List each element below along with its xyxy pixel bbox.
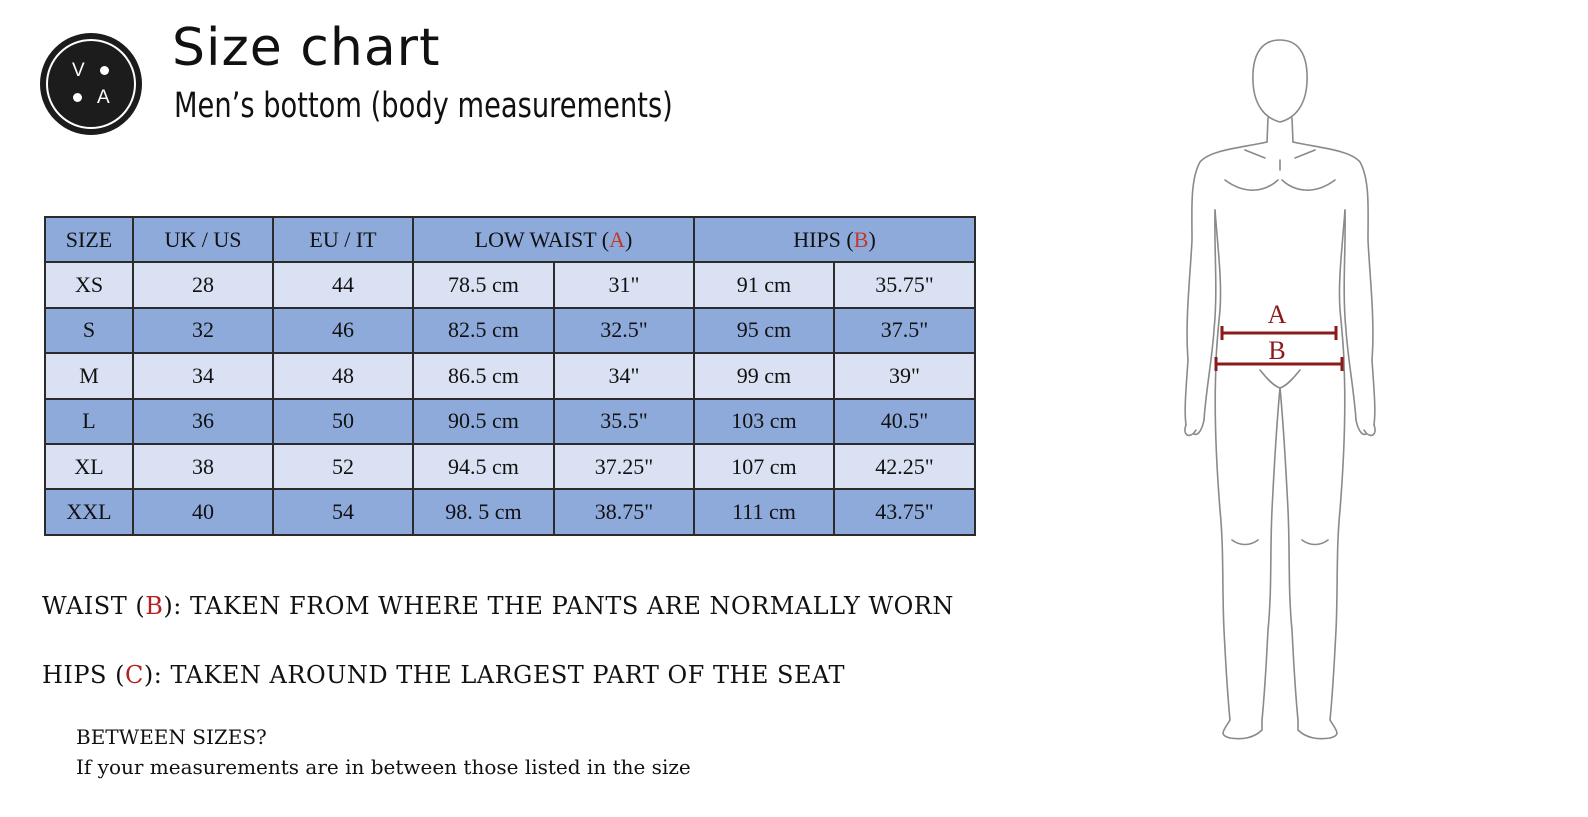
header-eu-it: EU / IT bbox=[273, 217, 413, 262]
cell-hips-in: 42.25" bbox=[834, 444, 975, 489]
figure-label-b: B bbox=[1268, 336, 1286, 365]
cell-hips-cm: 99 cm bbox=[694, 353, 834, 398]
logo-dot bbox=[100, 66, 109, 75]
table-row bbox=[45, 353, 975, 398]
body-outline bbox=[1185, 40, 1375, 739]
waist-note: WAIST (B): TAKEN FROM WHERE THE PANTS ARE NORMALLY WORN bbox=[42, 592, 954, 620]
cell-waist-in: 32.5" bbox=[554, 308, 694, 353]
brand-logo bbox=[40, 33, 142, 135]
cell-waist-in: 34" bbox=[554, 353, 694, 398]
cell-uk-us: 32 bbox=[133, 308, 273, 353]
table-row bbox=[45, 489, 975, 534]
size-table bbox=[44, 216, 976, 536]
cell-hips-in: 37.5" bbox=[834, 308, 975, 353]
header-hips-letter: B bbox=[853, 226, 869, 252]
page-title: Size chart bbox=[172, 18, 441, 78]
cell-hips-in: 39" bbox=[834, 353, 975, 398]
cell-hips-cm: 103 cm bbox=[694, 399, 834, 444]
cell-hips-cm: 91 cm bbox=[694, 262, 834, 307]
logo-ring bbox=[46, 39, 136, 129]
cell-eu-it: 54 bbox=[273, 489, 413, 534]
cell-uk-us: 34 bbox=[133, 353, 273, 398]
waist-note-letter: B bbox=[145, 592, 164, 620]
header-low-waist-letter: A bbox=[609, 226, 625, 252]
hips-note-letter: C bbox=[125, 661, 144, 689]
cell-waist-cm: 86.5 cm bbox=[413, 353, 554, 398]
cell-uk-us: 28 bbox=[133, 262, 273, 307]
cell-size: XXL bbox=[45, 489, 133, 534]
logo-letter-a: A bbox=[97, 87, 110, 108]
cell-waist-cm: 98. 5 cm bbox=[413, 489, 554, 534]
header-hips: HIPS (B) bbox=[694, 217, 975, 262]
cell-waist-cm: 94.5 cm bbox=[413, 444, 554, 489]
table-row bbox=[45, 399, 975, 444]
table-row bbox=[45, 444, 975, 489]
body-figure-illustration bbox=[1170, 30, 1400, 750]
cell-hips-cm: 95 cm bbox=[694, 308, 834, 353]
cell-uk-us: 40 bbox=[133, 489, 273, 534]
cell-eu-it: 46 bbox=[273, 308, 413, 353]
cell-hips-in: 35.75" bbox=[834, 262, 975, 307]
cell-eu-it: 50 bbox=[273, 399, 413, 444]
cell-waist-in: 35.5" bbox=[554, 399, 694, 444]
cell-uk-us: 38 bbox=[133, 444, 273, 489]
cell-hips-in: 40.5" bbox=[834, 399, 975, 444]
header-uk-us: UK / US bbox=[133, 217, 273, 262]
cell-hips-cm: 107 cm bbox=[694, 444, 834, 489]
cell-size: XS bbox=[45, 262, 133, 307]
table-row bbox=[45, 262, 975, 307]
cell-hips-in: 43.75" bbox=[834, 489, 975, 534]
between-sizes-title: BETWEEN SIZES? bbox=[76, 725, 267, 749]
cell-size: L bbox=[45, 399, 133, 444]
cell-size: XL bbox=[45, 444, 133, 489]
cell-waist-cm: 82.5 cm bbox=[413, 308, 554, 353]
cell-waist-in: 38.75" bbox=[554, 489, 694, 534]
table-header-row bbox=[45, 217, 975, 262]
cell-size: M bbox=[45, 353, 133, 398]
cell-hips-cm: 111 cm bbox=[694, 489, 834, 534]
cell-uk-us: 36 bbox=[133, 399, 273, 444]
figure-label-a: A bbox=[1267, 300, 1287, 329]
hips-note: HIPS (C): TAKEN AROUND THE LARGEST PART OF THE SEAT bbox=[42, 661, 846, 689]
logo-dot bbox=[73, 93, 82, 102]
measurement-lines bbox=[1216, 300, 1342, 371]
cell-waist-cm: 90.5 cm bbox=[413, 399, 554, 444]
logo-letter-v: V bbox=[72, 60, 85, 81]
table-row bbox=[45, 308, 975, 353]
header-size: SIZE bbox=[45, 217, 133, 262]
page-subtitle: Men’s bottom (body measurements) bbox=[174, 86, 673, 126]
cell-waist-in: 37.25" bbox=[554, 444, 694, 489]
cell-eu-it: 52 bbox=[273, 444, 413, 489]
header-low-waist: LOW WAIST (A) bbox=[413, 217, 694, 262]
cell-size: S bbox=[45, 308, 133, 353]
cell-eu-it: 44 bbox=[273, 262, 413, 307]
cell-waist-cm: 78.5 cm bbox=[413, 262, 554, 307]
between-sizes-text: If your measurements are in between those listed in the size bbox=[76, 755, 691, 779]
cell-eu-it: 48 bbox=[273, 353, 413, 398]
cell-waist-in: 31" bbox=[554, 262, 694, 307]
